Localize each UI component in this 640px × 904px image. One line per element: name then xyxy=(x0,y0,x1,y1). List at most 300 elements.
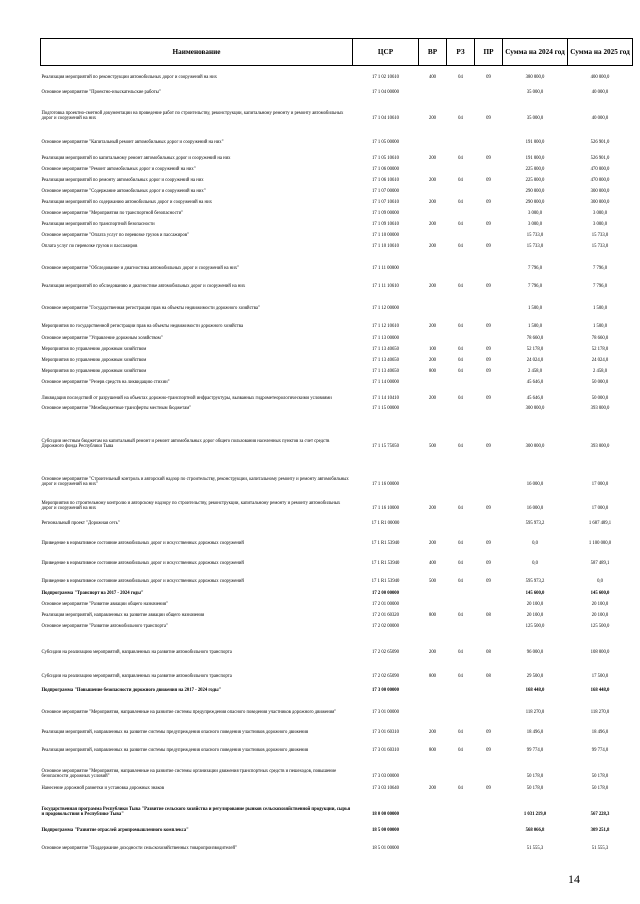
cell-csr: 17 1 05 00000 xyxy=(372,140,399,146)
cell-sum-2024: 225 000,0 xyxy=(525,178,545,184)
cell-name: Основное мероприятие "Обследование и диагностика автомобильных дорог и сооружений на них" xyxy=(41,266,240,272)
table-row xyxy=(41,597,633,608)
cell-csr: 17 1 14 10410 xyxy=(372,396,399,402)
cell-pr: 08 xyxy=(486,650,491,656)
cell-name: Подготовка проектно-сметной документации на проведение работ по строительству, реконструкции, капитальному ремонту и ремонту автомобильных дорог и сооружений на них xyxy=(41,111,344,122)
cell-csr: 17 1 04 00000 xyxy=(372,90,399,96)
cell-csr: 17 1 R1 53940 xyxy=(371,579,400,585)
cell-rz xyxy=(447,206,475,217)
cell-rz: 04 xyxy=(458,579,463,585)
table-row xyxy=(41,567,633,585)
cell-sum-2024: 118 270,0 xyxy=(525,710,545,716)
cell-name: Подпрограмма "Транспорт на 2017 - 2024 годы" xyxy=(41,591,144,597)
cell-sum-2024: 125 500,0 xyxy=(525,624,545,630)
cell-rz: 04 xyxy=(458,730,463,736)
cell-rz: 04 xyxy=(458,561,463,567)
cell-sum-2025: 567 228,3 xyxy=(590,812,610,818)
cell-csr: 17 1 10 10610 xyxy=(372,244,399,250)
cell-csr: 17 2 01 60320 xyxy=(372,613,399,619)
cell-sum-2024: 29 500,0 xyxy=(526,674,544,680)
cell-pr: 09 xyxy=(486,786,491,792)
table-row xyxy=(41,585,633,597)
cell-pr: 09 xyxy=(486,324,491,330)
cell-vr: 200 xyxy=(428,541,437,547)
header-name: Наименование xyxy=(41,39,353,66)
cell-rz: 04 xyxy=(458,650,463,656)
cell-sum-2024: 595 973,2 xyxy=(525,521,545,527)
cell-name: Основное мероприятие "Управление дорожным хозяйством" xyxy=(41,336,163,342)
cell-csr: 17 1 11 00000 xyxy=(372,266,399,272)
cell-sum-2025: 99 774,0 xyxy=(591,748,609,754)
cell-sum-2024: 1 031 219,0 xyxy=(523,812,547,818)
cell-sum-2025: 3 000,0 xyxy=(592,222,608,228)
cell-pr xyxy=(475,206,503,217)
cell-vr: 200 xyxy=(428,284,437,290)
cell-vr: 200 xyxy=(428,324,437,330)
cell-csr: 17 1 13 40650 xyxy=(372,358,399,364)
cell-sum-2024: 20 100,0 xyxy=(526,613,544,619)
cell-rz xyxy=(447,290,475,312)
cell-pr: 09 xyxy=(486,116,491,122)
cell-vr xyxy=(419,228,447,239)
cell-vr: 200 xyxy=(428,222,437,228)
cell-vr: 200 xyxy=(428,506,437,512)
cell-pr xyxy=(475,122,503,146)
cell-vr: 500 xyxy=(428,579,437,585)
cell-vr: 200 xyxy=(428,116,437,122)
cell-pr: 09 xyxy=(486,444,491,450)
table-header xyxy=(41,39,633,66)
table-row xyxy=(41,527,633,547)
cell-name: Основное мероприятие "Строительный контроль и авторский надзор по строительству, реконструкции, капитальному ремонту и ремонту автомобильных дорог и сооружений на них" xyxy=(41,477,349,488)
cell-sum-2024: 191 000,0 xyxy=(525,156,545,162)
cell-sum-2024: 24 024,0 xyxy=(526,358,544,364)
table-row xyxy=(41,818,633,834)
cell-csr: 17 1 02 10610 xyxy=(372,75,399,81)
cell-sum-2025: 7 796,0 xyxy=(592,266,608,272)
cell-rz xyxy=(447,818,475,834)
cell-rz: 04 xyxy=(458,358,463,364)
cell-csr: 17 2 00 00000 xyxy=(372,591,399,597)
cell-csr: 17 3 00 00000 xyxy=(372,688,399,694)
table-row xyxy=(41,66,633,81)
cell-sum-2024: 290 000,0 xyxy=(525,189,545,195)
cell-name: Основное мероприятие "Развитие автомобильного транспорта" xyxy=(41,624,168,630)
table-row xyxy=(41,330,633,342)
cell-name: Мероприятия по управлению дорожным хозяйством xyxy=(41,347,147,353)
cell-sum-2025: 526 901,0 xyxy=(590,156,610,162)
cell-pr: 08 xyxy=(486,613,491,619)
cell-name: Основное мероприятие "Мероприятия, направленные на развитие системы предупреждения опасного поведения участников дорожного движения" xyxy=(41,710,337,716)
table-row xyxy=(41,450,633,488)
cell-pr: 09 xyxy=(486,222,491,228)
cell-sum-2025: 78 660,0 xyxy=(591,336,609,342)
cell-csr: 17 1 07 00000 xyxy=(372,189,399,195)
cell-name: Субсидии на реализацию мероприятий, направленных на развитие автомобильного транспорта xyxy=(41,650,232,656)
cell-vr: 400 xyxy=(428,561,437,567)
table-row xyxy=(41,619,633,630)
cell-csr: 17 1 16 10000 xyxy=(372,506,399,512)
cell-csr: 18 5 00 00000 xyxy=(372,828,399,834)
cell-sum-2024: 15 733,0 xyxy=(526,244,544,250)
cell-csr: 17 3 01 00000 xyxy=(372,710,399,716)
table-row xyxy=(41,488,633,512)
cell-vr: 100 xyxy=(428,347,437,353)
cell-sum-2024: 0,0 xyxy=(532,541,538,547)
cell-rz: 04 xyxy=(458,200,463,206)
cell-rz xyxy=(447,450,475,488)
budget-table xyxy=(40,38,633,852)
cell-vr: 800 xyxy=(428,369,437,375)
cell-rz xyxy=(447,122,475,146)
cell-sum-2024: 290 000,0 xyxy=(525,200,545,206)
cell-csr: 17 1 16 00000 xyxy=(372,482,399,488)
cell-vr xyxy=(419,619,447,630)
table-row xyxy=(41,736,633,754)
cell-sum-2025: 51 555,3 xyxy=(591,846,609,852)
header-vr: ВР xyxy=(419,39,447,66)
cell-sum-2025: 470 000,0 xyxy=(590,178,610,184)
cell-pr: 09 xyxy=(486,358,491,364)
cell-rz: 04 xyxy=(458,116,463,122)
cell-vr: 800 xyxy=(428,748,437,754)
cell-vr: 200 xyxy=(428,396,437,402)
cell-rz xyxy=(447,162,475,173)
table-row xyxy=(41,173,633,184)
cell-sum-2024: 99 774,0 xyxy=(526,748,544,754)
cell-sum-2024: 7 796,0 xyxy=(527,284,543,290)
cell-sum-2024: 35 000,0 xyxy=(526,90,544,96)
cell-pr xyxy=(475,450,503,488)
table-row xyxy=(41,250,633,272)
cell-sum-2025: 1 100 000,0 xyxy=(588,541,612,547)
cell-csr: 17 3 03 00000 xyxy=(372,774,399,780)
cell-name: Субсидии местным бюджетам на капитальный ремонт и ремонт автомобильных дорог общего пользования населенных пунктов за счет средств Дорожного фонда Республики Тыва xyxy=(41,439,330,450)
cell-pr xyxy=(475,184,503,195)
cell-vr: 200 xyxy=(428,178,437,184)
cell-name: Основное мероприятие "Поддержание доходности сельскохозяйственных товаропроизводителей" xyxy=(41,846,237,852)
table-row xyxy=(41,353,633,364)
cell-sum-2024: 50 178,0 xyxy=(526,786,544,792)
cell-vr xyxy=(419,330,447,342)
cell-name: Мероприятия по государственной регистрации прав на объекты недвижимости дорожного хозяйства xyxy=(41,324,244,330)
cell-sum-2025: 50 178,0 xyxy=(591,786,609,792)
cell-sum-2025: 40 000,0 xyxy=(591,116,609,122)
cell-name: Подпрограмма "Развитие отраслей агропромышленного комплекса" xyxy=(41,828,189,834)
cell-sum-2025: 15 733,0 xyxy=(591,244,609,250)
cell-sum-2025: 17 500,0 xyxy=(591,674,609,680)
cell-csr: 17 3 01 60310 xyxy=(372,730,399,736)
cell-sum-2025: 15 733,0 xyxy=(591,233,609,239)
cell-sum-2024: 15 733,0 xyxy=(526,233,544,239)
cell-sum-2025: 393 000,0 xyxy=(590,444,610,450)
cell-name: Основное мероприятие "Межбюджетные трансферты местным бюджетам" xyxy=(41,406,192,412)
cell-pr: 09 xyxy=(486,178,491,184)
table-row xyxy=(41,342,633,353)
cell-sum-2025: 393 000,0 xyxy=(590,406,610,412)
cell-sum-2025: 7 796,0 xyxy=(592,284,608,290)
cell-csr: 17 1 10 00000 xyxy=(372,233,399,239)
cell-vr xyxy=(419,680,447,694)
cell-rz: 04 xyxy=(458,369,463,375)
cell-pr xyxy=(475,680,503,694)
cell-rz: 04 xyxy=(458,75,463,81)
cell-pr xyxy=(475,375,503,386)
cell-csr: 17 1 R1 53940 xyxy=(371,561,400,567)
cell-pr: 09 xyxy=(486,156,491,162)
cell-sum-2024: 50 178,0 xyxy=(526,774,544,780)
cell-pr: 09 xyxy=(486,369,491,375)
cell-pr xyxy=(475,330,503,342)
cell-vr xyxy=(419,597,447,608)
cell-sum-2024: 16 000,0 xyxy=(526,506,544,512)
cell-name: Мероприятия по управлению дорожным хозяйством xyxy=(41,358,147,364)
cell-vr xyxy=(419,184,447,195)
cell-name: Государственная программа Республики Тыва "Развитие сельского хозяйства и регулирование рынков сельскохозяйственной продукции, сырья и продовольствия в Республике Тыва" xyxy=(41,807,351,818)
cell-rz xyxy=(447,228,475,239)
cell-rz: 04 xyxy=(458,506,463,512)
cell-sum-2025: 17 000,0 xyxy=(591,506,609,512)
cell-rz: 04 xyxy=(458,748,463,754)
cell-rz xyxy=(447,834,475,852)
cell-sum-2025: 1 500,0 xyxy=(592,324,608,330)
cell-name: Реализация мероприятий, направленных на развитие авиации общего назначения xyxy=(41,613,205,619)
cell-pr xyxy=(475,585,503,597)
table-row xyxy=(41,122,633,146)
cell-vr xyxy=(419,585,447,597)
cell-name: Реализация мероприятий по обследованию и диагностике автомобильных дорог и сооружений на них xyxy=(41,284,246,290)
cell-name: Основное мероприятие "Мероприятия, направленные на развитие системы организации движения транспортных средств и пешеходов, повышение безопасности дорожных условий" xyxy=(41,769,337,780)
cell-name: Основное мероприятие "Ремонт автомобильных дорог и сооружений на них" xyxy=(41,167,196,173)
cell-csr: 17 1 13 00000 xyxy=(372,336,399,342)
cell-sum-2025: 145 600,0 xyxy=(590,591,610,597)
cell-pr: 09 xyxy=(486,347,491,353)
cell-sum-2024: 225 000,0 xyxy=(525,167,545,173)
cell-sum-2025: 20 100,0 xyxy=(591,613,609,619)
cell-vr xyxy=(419,818,447,834)
cell-rz: 04 xyxy=(458,347,463,353)
cell-sum-2025: 3 000,0 xyxy=(592,211,608,217)
cell-name: Реализация мероприятий по транспортной безопасности xyxy=(41,222,155,228)
cell-name: Основное мероприятие "Капитальный ремонт автомобильных дорог и сооружений на них" xyxy=(41,140,224,146)
header-csr: ЦСР xyxy=(353,39,419,66)
cell-pr xyxy=(475,512,503,527)
cell-pr xyxy=(475,792,503,818)
cell-vr: 200 xyxy=(428,244,437,250)
table-row xyxy=(41,608,633,619)
table-row xyxy=(41,96,633,122)
page-number: 14 xyxy=(568,872,580,886)
cell-rz: 04 xyxy=(458,156,463,162)
table-row xyxy=(41,206,633,217)
table-row xyxy=(41,184,633,195)
cell-pr xyxy=(475,250,503,272)
table-row xyxy=(41,780,633,792)
cell-pr: 09 xyxy=(486,200,491,206)
cell-sum-2024: 595 973,2 xyxy=(525,579,545,585)
table-row xyxy=(41,412,633,450)
cell-rz: 04 xyxy=(458,786,463,792)
cell-sum-2025: 587 489,1 xyxy=(590,561,610,567)
table-row xyxy=(41,630,633,656)
cell-csr: 17 1 15 75050 xyxy=(372,444,399,450)
cell-name: Основное мероприятие "Мероприятия по транспортной безопасности" xyxy=(41,211,184,217)
cell-name: Основное мероприятие "Проектно-изыскательские работы" xyxy=(41,90,161,96)
cell-sum-2025: 118 270,0 xyxy=(590,710,610,716)
cell-vr xyxy=(419,512,447,527)
cell-pr: 09 xyxy=(486,541,491,547)
table-row xyxy=(41,656,633,680)
cell-vr: 200 xyxy=(428,650,437,656)
cell-sum-2025: 24 024,0 xyxy=(591,358,609,364)
cell-pr: 09 xyxy=(486,396,491,402)
cell-sum-2025: 470 000,0 xyxy=(590,167,610,173)
table-row xyxy=(41,312,633,330)
table-row xyxy=(41,754,633,780)
cell-csr: 17 3 01 60310 xyxy=(372,748,399,754)
cell-csr: 17 1 05 10610 xyxy=(372,156,399,162)
table-row xyxy=(41,364,633,375)
cell-vr xyxy=(419,402,447,412)
cell-vr xyxy=(419,792,447,818)
header-pr: ПР xyxy=(475,39,503,66)
table-row xyxy=(41,146,633,162)
cell-sum-2024: 300 000,0 xyxy=(525,444,545,450)
cell-rz: 04 xyxy=(458,541,463,547)
cell-vr: 200 xyxy=(428,730,437,736)
cell-vr: 800 xyxy=(428,674,437,680)
cell-rz xyxy=(447,597,475,608)
cell-vr xyxy=(419,450,447,488)
cell-csr: 17 2 01 00000 xyxy=(372,602,399,608)
cell-pr: 09 xyxy=(486,748,491,754)
cell-name: Приведение в нормативное состояние автомобильных дорог и искусственных дорожных сооружений xyxy=(41,579,244,585)
cell-sum-2025: 108 000,0 xyxy=(590,650,610,656)
cell-sum-2025: 2 458,0 xyxy=(592,369,608,375)
table-row xyxy=(41,81,633,96)
cell-name: Подпрограмма "Повышение безопасности дорожного движения на 2017 - 2024 годы" xyxy=(41,688,222,694)
cell-vr xyxy=(419,834,447,852)
cell-vr xyxy=(419,694,447,716)
cell-csr: 17 1 13 40650 xyxy=(372,347,399,353)
header-rz: РЗ xyxy=(447,39,475,66)
cell-sum-2024: 0,0 xyxy=(532,561,538,567)
cell-vr: 800 xyxy=(428,613,437,619)
cell-name: Приведение в нормативное состояние автомобильных дорог и искусственных дорожных сооружений xyxy=(41,561,244,567)
table-row xyxy=(41,272,633,290)
cell-name: Региональный проект "Дорожная сеть" xyxy=(41,521,120,527)
table-body xyxy=(41,66,633,852)
cell-rz: 04 xyxy=(458,444,463,450)
table-row xyxy=(41,239,633,250)
cell-csr: 17 1 11 10610 xyxy=(372,284,399,290)
table-row xyxy=(41,375,633,386)
cell-csr: 17 1 12 00000 xyxy=(372,306,399,312)
cell-rz xyxy=(447,512,475,527)
cell-pr: 09 xyxy=(486,284,491,290)
cell-sum-2025: 50 000,0 xyxy=(591,380,609,386)
cell-pr xyxy=(475,162,503,173)
cell-vr: 200 xyxy=(428,358,437,364)
cell-vr xyxy=(419,122,447,146)
cell-rz xyxy=(447,184,475,195)
cell-sum-2024: 191 000,0 xyxy=(525,140,545,146)
cell-rz xyxy=(447,680,475,694)
cell-csr: 17 2 02 00000 xyxy=(372,624,399,630)
cell-name: Основное мероприятие "Развитие авиации общего назначения" xyxy=(41,602,168,608)
cell-sum-2025: 50 000,0 xyxy=(591,396,609,402)
cell-name: Мероприятия по строительному контролю и авторскому надзору по строительству, реконструкции, капитальному ремонту и ремонту автомобильных дорог и сооружений на них xyxy=(41,501,341,512)
cell-sum-2024: 18 496,0 xyxy=(526,730,544,736)
cell-vr xyxy=(419,81,447,96)
cell-name: Реализация мероприятий по капитальному ремонт автомобильных дорог и сооружений на них xyxy=(41,156,231,162)
table-row xyxy=(41,386,633,402)
cell-vr xyxy=(419,290,447,312)
cell-pr xyxy=(475,619,503,630)
cell-vr: 500 xyxy=(428,444,437,450)
cell-sum-2025: 20 100,0 xyxy=(591,602,609,608)
cell-rz xyxy=(447,694,475,716)
table-row xyxy=(41,547,633,567)
cell-sum-2024: 78 660,0 xyxy=(526,336,544,342)
cell-rz: 04 xyxy=(458,324,463,330)
cell-pr xyxy=(475,402,503,412)
cell-csr: 17 1 04 10610 xyxy=(372,116,399,122)
cell-sum-2024: 35 000,0 xyxy=(526,116,544,122)
cell-csr: 17 2 02 65090 xyxy=(372,674,399,680)
cell-sum-2025: 52 178,0 xyxy=(591,347,609,353)
cell-sum-2025: 1 687 489,1 xyxy=(588,521,612,527)
cell-csr: 17 1 R1 53940 xyxy=(371,541,400,547)
cell-csr: 17 2 02 65090 xyxy=(372,650,399,656)
cell-name: Реализация мероприятий по ремонту автомобильных дорог и сооружений на них xyxy=(41,178,204,184)
cell-name: Субсидии на реализацию мероприятий, направленных на развитие автомобильного транспорта xyxy=(41,674,232,680)
cell-sum-2024: 1 500,0 xyxy=(527,306,543,312)
cell-name: Нанесение дорожной разметки и установка дорожных знаков xyxy=(41,786,165,792)
cell-sum-2024: 45 646,0 xyxy=(526,380,544,386)
table-row xyxy=(41,792,633,818)
cell-name: Приведение в нормативное состояние автомобильных дорог и искусственных дорожных сооружений xyxy=(41,541,244,547)
cell-vr: 200 xyxy=(428,200,437,206)
cell-pr: 09 xyxy=(486,561,491,567)
cell-sum-2025: 300 000,0 xyxy=(590,189,610,195)
table-row xyxy=(41,217,633,228)
cell-sum-2024: 568 066,8 xyxy=(525,828,545,834)
cell-sum-2024: 52 178,0 xyxy=(526,347,544,353)
cell-pr xyxy=(475,754,503,780)
cell-vr xyxy=(419,162,447,173)
cell-rz: 04 xyxy=(458,178,463,184)
cell-name: Реализация мероприятий по реконструкции автомобильных дорог и сооружений на них xyxy=(41,75,217,81)
table-row xyxy=(41,834,633,852)
cell-sum-2024: 7 796,0 xyxy=(527,266,543,272)
cell-sum-2024: 2 458,0 xyxy=(527,369,543,375)
cell-sum-2025: 168 448,0 xyxy=(590,688,610,694)
cell-sum-2024: 300 000,0 xyxy=(525,406,545,412)
cell-sum-2025: 1 500,0 xyxy=(592,306,608,312)
table-row xyxy=(41,195,633,206)
cell-name: Реализация мероприятий, направленных на развитие системы предупреждения опасного поведения участников дорожного движения xyxy=(41,748,309,754)
cell-csr: 17 1 07 10610 xyxy=(372,200,399,206)
cell-csr: 17 1 R1 00000 xyxy=(371,521,400,527)
cell-vr xyxy=(419,206,447,217)
cell-rz: 04 xyxy=(458,284,463,290)
cell-name: Основное мероприятие "Государственная регистрация прав на объекты недвижимости дорожного хозяйства" xyxy=(41,306,260,312)
table-row xyxy=(41,162,633,173)
cell-pr: 09 xyxy=(486,244,491,250)
cell-sum-2025: 300 000,0 xyxy=(590,200,610,206)
cell-name: Реализация мероприятий по содержанию автомобильных дорог и сооружений на них xyxy=(41,200,212,206)
